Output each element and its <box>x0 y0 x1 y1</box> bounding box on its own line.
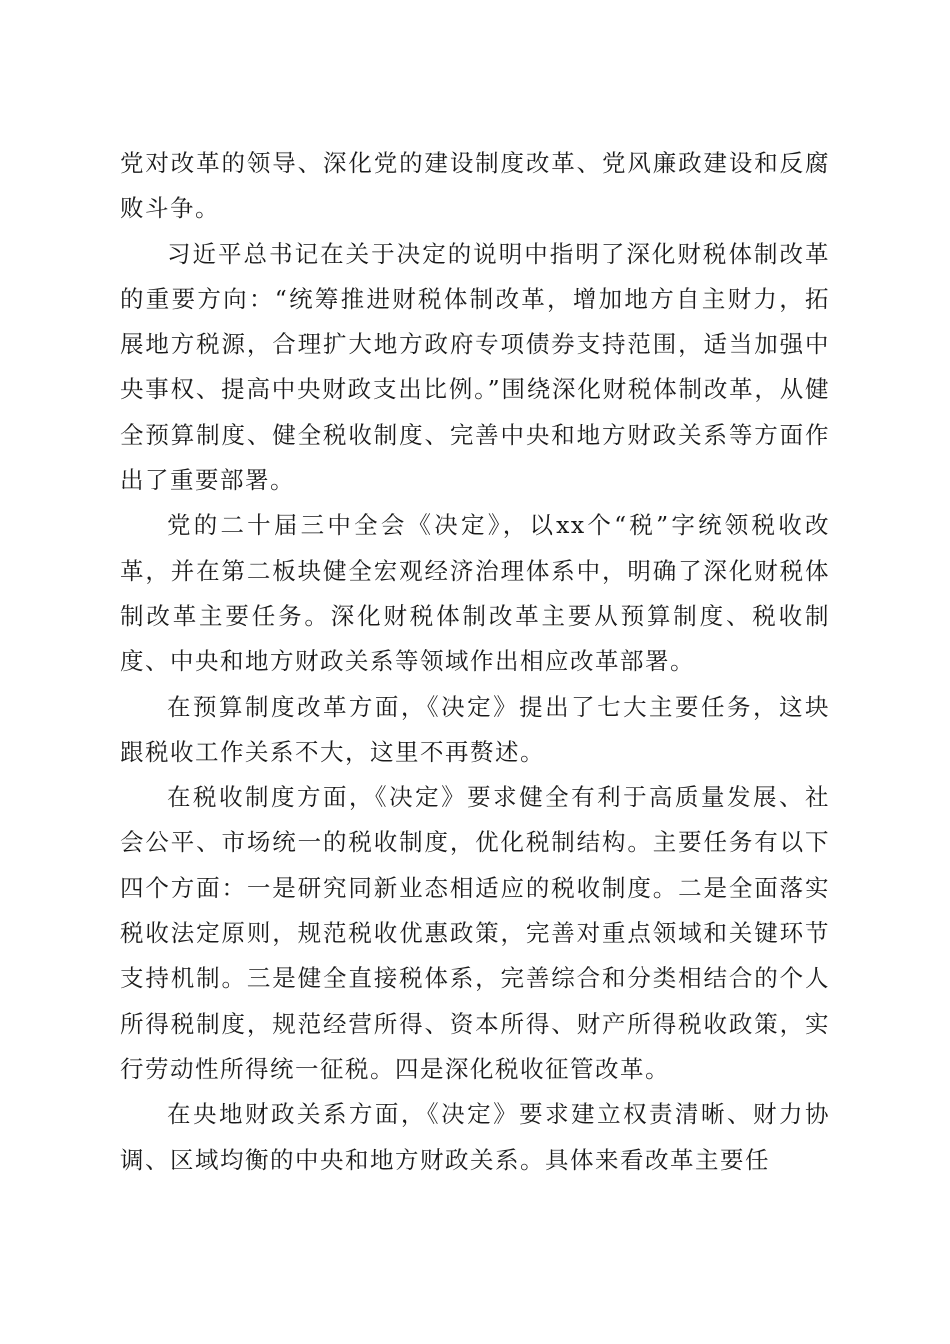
document-page <box>120 141 830 1183</box>
paragraph-continuation: 党对改革的领导、深化党的建设制度改革、党风廉政建设和反腐败斗争。 <box>120 149 830 223</box>
paragraph-tax-system: 在税收制度方面，《决定》要求健全有利于高质量发展、社会公平、市场统一的税收制度，优化税制结构。主要任务有以下四个方面：一是研究同新业态相适应的税收制度。二是全面落实税收法定原则，规范税收优惠政策，完善对重点领域和关键环节支持机制。三是健全直接税体系，完善综合和分类相结合的个人所得税制度，规范经营所得、资本所得、财产所得税收政策，实行劳动性所得统一征税。四是深化税收征管改革。 <box>120 783 830 1083</box>
paragraph-third-plenum-decision: 党的二十届三中全会《决定》，以xx个“税”字统领税收改革，并在第二板块健全宏观经济治理体系中，明确了深化财税体制改革主要任务。深化财税体制改革主要从预算制度、税收制度、中央和地方财政关系等领域作出相应改革部署。 <box>120 511 830 676</box>
paragraph-budget-system: 在预算制度改革方面，《决定》提出了七大主要任务，这块跟税收工作关系不大，这里不再赘述。 <box>120 692 830 766</box>
paragraph-central-local-finance: 在央地财政关系方面，《决定》要求建立权责清晰、财力协调、区域均衡的中央和地方财政关系。具体来看改革主要任 <box>120 1100 830 1174</box>
paragraph-reform-direction: 习近平总书记在关于决定的说明中指明了深化财税体制改革的重要方向：“统筹推进财税体制改革，增加地方自主财力，拓展地方税源，合理扩大地方政府专项债券支持范围，适当加强中央事权、提高中央财政支出比例。”围绕深化财税体制改革，从健全预算制度、健全税收制度、完善中央和地方财政关系等方面作出了重要部署。 <box>120 239 830 495</box>
